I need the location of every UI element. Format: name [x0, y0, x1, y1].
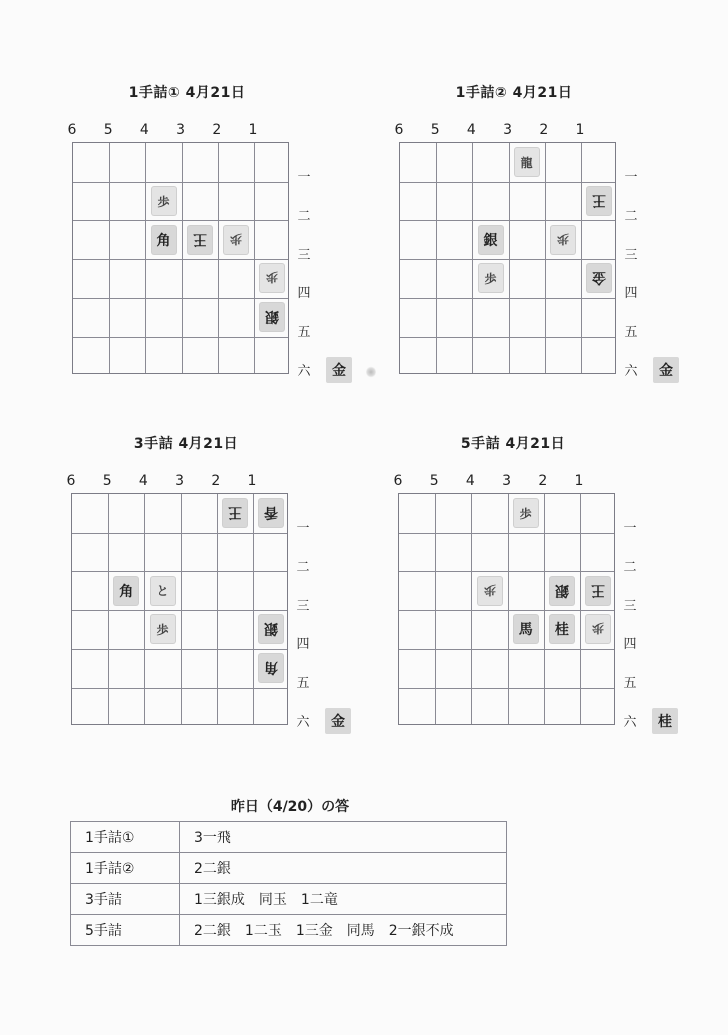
column-label: 3 [502, 473, 512, 489]
answer-text: 2二銀 1二玉 1三金 同馬 2一銀不成 [180, 915, 507, 946]
grid-line [181, 494, 182, 724]
problem-title: 3手詰 4月21日 [133, 436, 239, 452]
shogi-piece: 歩 [514, 499, 538, 527]
paper-smudge [366, 366, 376, 378]
row-label: 五 [297, 325, 311, 341]
row-label: 四 [623, 637, 637, 653]
answer-text: 1三銀成 同玉 1二竜 [180, 884, 507, 915]
shogi-piece: 歩 [152, 187, 176, 215]
shogi-piece: 桂 [550, 615, 574, 643]
grid-line [435, 494, 436, 724]
shogi-piece: 龍 [515, 148, 539, 176]
row-label: 六 [297, 363, 311, 379]
answers-title: 昨日（4/20）の答 [230, 799, 350, 815]
problem-1te-1 [67, 82, 372, 402]
grid-line [253, 494, 254, 724]
grid-line [580, 494, 581, 724]
shogi-board [71, 493, 288, 725]
grid-line [400, 182, 615, 183]
grid-line [400, 259, 615, 260]
table-row [71, 915, 507, 946]
grid-line [217, 494, 218, 724]
answer-label: 1手詰② [71, 853, 180, 884]
grid-line [72, 571, 287, 572]
column-label: 2 [538, 473, 548, 489]
grid-line [399, 649, 614, 650]
grid-line [399, 571, 614, 572]
column-label: 1 [248, 122, 258, 138]
shogi-piece: 角 [259, 654, 283, 682]
grid-line [509, 143, 510, 373]
row-label: 一 [624, 170, 638, 186]
grid-line [400, 298, 615, 299]
shogi-piece: 王 [586, 577, 610, 605]
piece-in-hand: 金 [325, 708, 351, 734]
column-label: 1 [247, 473, 257, 489]
row-label: 五 [624, 325, 638, 341]
row-label: 一 [297, 170, 311, 186]
row-label: 三 [296, 598, 310, 614]
row-label: 三 [623, 598, 637, 614]
answer-text: 2二銀 [180, 853, 507, 884]
problem-title: 1手詰① 4月21日 [128, 85, 246, 101]
grid-line [399, 533, 614, 534]
shogi-board [72, 142, 289, 374]
column-label: 4 [466, 122, 476, 138]
shogi-piece: 王 [188, 226, 212, 254]
table-row [71, 822, 507, 853]
column-label: 6 [66, 473, 76, 489]
problem-3te [66, 433, 371, 753]
row-label: 一 [296, 521, 310, 537]
column-label: 2 [212, 122, 222, 138]
table-row [71, 853, 507, 884]
shogi-piece: 歩 [260, 264, 284, 292]
grid-line [545, 143, 546, 373]
shogi-piece: 角 [152, 226, 176, 254]
grid-line [581, 143, 582, 373]
shogi-piece: 銀 [479, 226, 503, 254]
row-label: 四 [624, 286, 638, 302]
grid-line [400, 337, 615, 338]
grid-line [73, 298, 288, 299]
answer-label: 5手詰 [71, 915, 180, 946]
piece-in-hand: 桂 [652, 708, 678, 734]
column-label: 3 [503, 122, 513, 138]
column-label: 3 [176, 122, 186, 138]
grid-line [544, 494, 545, 724]
shogi-piece: 歩 [586, 615, 610, 643]
grid-line [508, 494, 509, 724]
problem-1te-2 [394, 82, 699, 402]
column-label: 2 [539, 122, 549, 138]
grid-line [109, 143, 110, 373]
grid-line [218, 143, 219, 373]
grid-line [73, 259, 288, 260]
column-label: 6 [67, 122, 77, 138]
column-label: 4 [465, 473, 475, 489]
grid-line [145, 143, 146, 373]
answer-label: 3手詰 [71, 884, 180, 915]
grid-line [108, 494, 109, 724]
shogi-piece: 金 [587, 264, 611, 292]
grid-line [72, 610, 287, 611]
row-label: 五 [623, 676, 637, 692]
row-label: 二 [624, 209, 638, 225]
shogi-piece: 香 [259, 499, 283, 527]
table-row [71, 884, 507, 915]
grid-line [436, 143, 437, 373]
shogi-piece: と [151, 577, 175, 605]
shogi-board [398, 493, 615, 725]
column-label: 1 [575, 122, 585, 138]
grid-line [399, 610, 614, 611]
row-label: 六 [623, 714, 637, 730]
shogi-piece: 歩 [478, 577, 502, 605]
shogi-piece: 銀 [259, 615, 283, 643]
shogi-piece: 王 [223, 499, 247, 527]
row-label: 三 [624, 247, 638, 263]
column-label: 3 [175, 473, 185, 489]
column-label: 5 [103, 122, 113, 138]
row-label: 一 [623, 521, 637, 537]
column-label: 5 [430, 122, 440, 138]
row-label: 三 [297, 247, 311, 263]
row-label: 二 [296, 560, 310, 576]
shogi-piece: 王 [587, 187, 611, 215]
row-label: 二 [297, 209, 311, 225]
column-label: 4 [139, 122, 149, 138]
shogi-piece: 歩 [151, 615, 175, 643]
row-label: 六 [296, 714, 310, 730]
row-label: 二 [623, 560, 637, 576]
grid-line [254, 143, 255, 373]
shogi-piece: 馬 [514, 615, 538, 643]
problem-title: 1手詰② 4月21日 [455, 85, 573, 101]
shogi-piece: 角 [114, 577, 138, 605]
row-label: 六 [624, 363, 638, 379]
row-label: 五 [296, 676, 310, 692]
answers-table [70, 821, 507, 946]
shogi-piece: 歩 [224, 226, 248, 254]
answer-label: 1手詰① [71, 822, 180, 853]
row-label: 四 [296, 637, 310, 653]
piece-in-hand: 金 [653, 357, 679, 383]
grid-line [472, 143, 473, 373]
grid-line [399, 688, 614, 689]
grid-line [471, 494, 472, 724]
piece-in-hand: 金 [326, 357, 352, 383]
grid-line [72, 649, 287, 650]
grid-line [72, 688, 287, 689]
grid-line [400, 220, 615, 221]
shogi-piece: 銀 [550, 577, 574, 605]
column-label: 4 [138, 473, 148, 489]
column-label: 6 [393, 473, 403, 489]
shogi-piece: 銀 [260, 303, 284, 331]
problem-5te [393, 433, 698, 753]
answer-text: 3一飛 [180, 822, 507, 853]
shogi-piece: 歩 [551, 226, 575, 254]
problem-title: 5手詰 4月21日 [460, 436, 566, 452]
column-label: 1 [574, 473, 584, 489]
grid-line [73, 220, 288, 221]
shogi-board [399, 142, 616, 374]
column-label: 6 [394, 122, 404, 138]
row-label: 四 [297, 286, 311, 302]
grid-line [182, 143, 183, 373]
shogi-piece: 歩 [479, 264, 503, 292]
column-label: 5 [102, 473, 112, 489]
grid-line [72, 533, 287, 534]
column-label: 5 [429, 473, 439, 489]
column-label: 2 [211, 473, 221, 489]
grid-line [144, 494, 145, 724]
grid-line [73, 337, 288, 338]
grid-line [73, 182, 288, 183]
